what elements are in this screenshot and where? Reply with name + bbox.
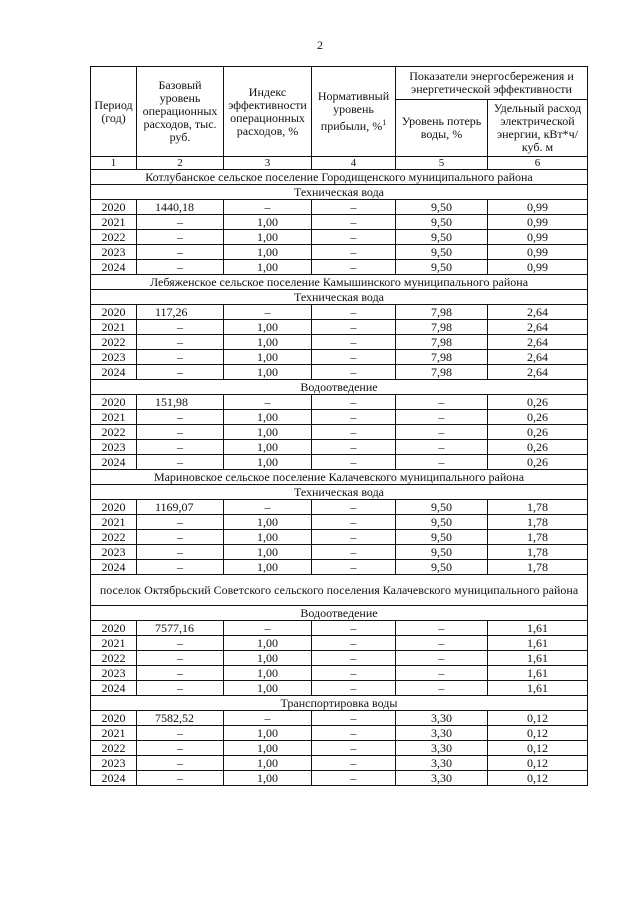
table-cell: 1,00 xyxy=(224,260,312,275)
settlement-name: поселок Октябрьский Советского сельского поселения Калачевского муниципального района xyxy=(91,575,588,606)
table-row xyxy=(91,636,588,651)
table-cell: 1,00 xyxy=(224,560,312,575)
table-cell: – xyxy=(224,500,312,515)
table-cell: 0,99 xyxy=(488,230,588,245)
table-cell: 1,00 xyxy=(224,215,312,230)
table-cell: – xyxy=(396,425,488,440)
table-cell: 1,00 xyxy=(224,410,312,425)
table-cell: – xyxy=(137,440,224,455)
table-row xyxy=(91,410,588,425)
table-cell: – xyxy=(137,741,224,756)
table-cell: – xyxy=(137,230,224,245)
table-cell: 0,12 xyxy=(488,711,588,726)
settlement-name: Лебяженское сельское поселение Камышинского муниципального района xyxy=(91,275,588,290)
table-cell: 2023 xyxy=(91,440,137,455)
table-cell: 151,98 xyxy=(137,395,224,410)
settlement-row xyxy=(91,575,588,606)
table-cell: – xyxy=(137,260,224,275)
table-cell: – xyxy=(137,515,224,530)
table-cell: – xyxy=(137,545,224,560)
table-cell: – xyxy=(137,455,224,470)
table-cell: 7577,16 xyxy=(137,621,224,636)
table-cell: 2,64 xyxy=(488,335,588,350)
table-row xyxy=(91,260,588,275)
table-cell: 2020 xyxy=(91,200,137,215)
table-row xyxy=(91,245,588,260)
table-cell: 1,61 xyxy=(488,621,588,636)
table-cell: – xyxy=(312,560,396,575)
table-cell: 2022 xyxy=(91,530,137,545)
table-cell: 0,99 xyxy=(488,260,588,275)
table-cell: 1,00 xyxy=(224,515,312,530)
table-cell: 117,26 xyxy=(137,305,224,320)
table-body xyxy=(91,67,588,786)
table-cell: – xyxy=(312,711,396,726)
service-type: Техническая вода xyxy=(91,485,588,500)
table-cell: 1,00 xyxy=(224,320,312,335)
header-row-1 xyxy=(91,67,588,100)
table-row xyxy=(91,350,588,365)
table-row xyxy=(91,651,588,666)
table-cell: – xyxy=(396,621,488,636)
table-row xyxy=(91,335,588,350)
table-cell: – xyxy=(312,500,396,515)
column-number: 2 xyxy=(137,157,224,170)
service-type: Техническая вода xyxy=(91,290,588,305)
service-type: Водоотведение xyxy=(91,606,588,621)
table-cell: – xyxy=(312,245,396,260)
table-cell: 0,99 xyxy=(488,215,588,230)
table-cell: 1,00 xyxy=(224,455,312,470)
table-cell: 2022 xyxy=(91,741,137,756)
table-cell: 2023 xyxy=(91,756,137,771)
table-cell: 2021 xyxy=(91,320,137,335)
table-cell: 2024 xyxy=(91,365,137,380)
table-cell: – xyxy=(224,200,312,215)
table-cell: 9,50 xyxy=(396,215,488,230)
table-cell: 2023 xyxy=(91,545,137,560)
table-cell: – xyxy=(137,530,224,545)
table-row xyxy=(91,726,588,741)
table-cell: 7,98 xyxy=(396,305,488,320)
table-cell: 1,00 xyxy=(224,335,312,350)
table-cell: 1,78 xyxy=(488,560,588,575)
table-cell: – xyxy=(137,651,224,666)
table-row xyxy=(91,230,588,245)
table-cell: 3,30 xyxy=(396,711,488,726)
table-cell: 1,00 xyxy=(224,666,312,681)
table-cell: 0,99 xyxy=(488,200,588,215)
table-cell: – xyxy=(137,681,224,696)
table-cell: 2020 xyxy=(91,395,137,410)
table-cell: – xyxy=(396,681,488,696)
table-cell: – xyxy=(224,621,312,636)
table-cell: – xyxy=(137,771,224,786)
service-row xyxy=(91,606,588,621)
table-cell: – xyxy=(224,711,312,726)
table-row xyxy=(91,215,588,230)
table-cell: – xyxy=(137,560,224,575)
table-cell: 2023 xyxy=(91,666,137,681)
table-cell: 2024 xyxy=(91,455,137,470)
table-cell: – xyxy=(396,410,488,425)
table-cell: 2024 xyxy=(91,771,137,786)
table-row xyxy=(91,515,588,530)
table-cell: 1,78 xyxy=(488,545,588,560)
table-cell: – xyxy=(312,771,396,786)
column-number: 4 xyxy=(312,157,396,170)
table-cell: – xyxy=(312,365,396,380)
table-cell: 7,98 xyxy=(396,365,488,380)
table-cell: 1,00 xyxy=(224,230,312,245)
table-cell: 1,61 xyxy=(488,681,588,696)
table-cell: 2022 xyxy=(91,230,137,245)
table-cell: 2020 xyxy=(91,621,137,636)
table-cell: – xyxy=(396,395,488,410)
table-cell: 9,50 xyxy=(396,230,488,245)
table-cell: 9,50 xyxy=(396,245,488,260)
table-row xyxy=(91,681,588,696)
tariff-indicators-table xyxy=(90,66,588,786)
table-cell: – xyxy=(137,666,224,681)
table-cell: – xyxy=(396,666,488,681)
table-cell: 0,26 xyxy=(488,455,588,470)
table-cell: 2,64 xyxy=(488,365,588,380)
table-row xyxy=(91,711,588,726)
table-cell: – xyxy=(312,515,396,530)
table-row xyxy=(91,320,588,335)
header-energy-group: Показатели энергосбережения и энергетической эффективности xyxy=(396,67,588,100)
table-cell: – xyxy=(137,335,224,350)
table-cell: 1,00 xyxy=(224,636,312,651)
table-cell: 2020 xyxy=(91,305,137,320)
table-cell: – xyxy=(312,305,396,320)
table-row xyxy=(91,560,588,575)
table-cell: – xyxy=(312,726,396,741)
settlement-name: Котлубанское сельское поселение Городищенского муниципального района xyxy=(91,170,588,185)
header-base-level: Базовый уровень операционных расходов, тыс. руб. xyxy=(137,67,224,157)
table-cell: – xyxy=(312,260,396,275)
table-row xyxy=(91,455,588,470)
column-number-row xyxy=(91,157,588,170)
header-power-consumption: Удельный расход электрической энергии, кВт*ч/куб. м xyxy=(488,100,588,157)
table-cell: 2023 xyxy=(91,350,137,365)
table-cell: – xyxy=(137,215,224,230)
table-cell: 1,00 xyxy=(224,425,312,440)
header-profit-level-text: Нормативный уровень прибыли, % xyxy=(317,89,390,133)
table-cell: 2021 xyxy=(91,726,137,741)
table-cell: 0,12 xyxy=(488,741,588,756)
table-cell: 1,61 xyxy=(488,666,588,681)
table-cell: 2022 xyxy=(91,651,137,666)
table-cell: – xyxy=(137,410,224,425)
table-cell: 1,61 xyxy=(488,636,588,651)
table-row xyxy=(91,395,588,410)
table-cell: 3,30 xyxy=(396,756,488,771)
column-number: 3 xyxy=(224,157,312,170)
table-cell: – xyxy=(312,320,396,335)
table-cell: – xyxy=(312,335,396,350)
table-cell: 3,30 xyxy=(396,741,488,756)
header-period: Период (год) xyxy=(91,67,137,157)
table-cell: 1,78 xyxy=(488,515,588,530)
table-cell: 1,00 xyxy=(224,365,312,380)
table-row xyxy=(91,545,588,560)
service-row xyxy=(91,485,588,500)
table-cell: – xyxy=(312,636,396,651)
table-cell: 2023 xyxy=(91,245,137,260)
table-cell: 1,00 xyxy=(224,245,312,260)
table-cell: 1,00 xyxy=(224,440,312,455)
table-cell: – xyxy=(312,425,396,440)
table-cell: 1440,18 xyxy=(137,200,224,215)
table-cell: – xyxy=(312,230,396,245)
table-cell: 1,00 xyxy=(224,545,312,560)
table-cell: 9,50 xyxy=(396,200,488,215)
table-cell: – xyxy=(312,200,396,215)
table-cell: – xyxy=(396,651,488,666)
table-cell: – xyxy=(312,350,396,365)
table-cell: 2021 xyxy=(91,515,137,530)
table-cell: 0,12 xyxy=(488,726,588,741)
table-cell: 9,50 xyxy=(396,500,488,515)
settlement-name: Мариновское сельское поселение Калачевского муниципального района xyxy=(91,470,588,485)
table-cell: – xyxy=(224,395,312,410)
table-cell: 1,00 xyxy=(224,726,312,741)
table-cell: 1,00 xyxy=(224,741,312,756)
table-cell: – xyxy=(137,320,224,335)
table-cell: – xyxy=(312,455,396,470)
header-profit-level xyxy=(312,67,396,157)
table-cell: 2021 xyxy=(91,215,137,230)
table-cell: – xyxy=(312,395,396,410)
table-cell: 0,26 xyxy=(488,425,588,440)
table-row xyxy=(91,500,588,515)
service-type: Водоотведение xyxy=(91,380,588,395)
column-number: 6 xyxy=(488,157,588,170)
table-cell: – xyxy=(137,425,224,440)
table-cell: – xyxy=(137,726,224,741)
table-cell: 9,50 xyxy=(396,260,488,275)
table-row xyxy=(91,741,588,756)
table-cell: 0,12 xyxy=(488,771,588,786)
table-row xyxy=(91,440,588,455)
table-cell: 2022 xyxy=(91,335,137,350)
table-cell: 2021 xyxy=(91,410,137,425)
table-row xyxy=(91,666,588,681)
header-water-loss: Уровень потерь воды, % xyxy=(396,100,488,157)
settlement-row xyxy=(91,275,588,290)
table-cell: 9,50 xyxy=(396,560,488,575)
table-cell: – xyxy=(312,215,396,230)
table-cell: 7,98 xyxy=(396,350,488,365)
table-cell: 0,12 xyxy=(488,756,588,771)
table-row xyxy=(91,425,588,440)
table-cell: 0,99 xyxy=(488,245,588,260)
table-cell: – xyxy=(312,410,396,425)
table-cell: 1,00 xyxy=(224,756,312,771)
table-cell: – xyxy=(137,350,224,365)
header-efficiency-index: Индекс эффективности операционных расходов, % xyxy=(224,67,312,157)
table-row xyxy=(91,365,588,380)
table-cell: – xyxy=(312,530,396,545)
table-cell: – xyxy=(312,440,396,455)
table-cell: 1,00 xyxy=(224,530,312,545)
table-row xyxy=(91,621,588,636)
table-cell: 1,00 xyxy=(224,771,312,786)
page-number: 2 xyxy=(317,38,323,52)
table-cell: – xyxy=(312,651,396,666)
table-row xyxy=(91,530,588,545)
table-cell: 7,98 xyxy=(396,335,488,350)
table-row xyxy=(91,771,588,786)
table-cell: 3,30 xyxy=(396,726,488,741)
table-cell: 1,00 xyxy=(224,651,312,666)
settlement-row xyxy=(91,470,588,485)
table-row xyxy=(91,756,588,771)
table-cell: 0,26 xyxy=(488,440,588,455)
table-cell: – xyxy=(224,305,312,320)
table-cell: 0,26 xyxy=(488,410,588,425)
table-cell: – xyxy=(396,440,488,455)
table-cell: 2020 xyxy=(91,500,137,515)
table-cell: 2021 xyxy=(91,636,137,651)
table-cell: 2,64 xyxy=(488,350,588,365)
table-cell: – xyxy=(312,621,396,636)
table-cell: 1,78 xyxy=(488,500,588,515)
table-cell: 2,64 xyxy=(488,305,588,320)
table-cell: – xyxy=(396,455,488,470)
settlement-row xyxy=(91,170,588,185)
table-cell: 1,61 xyxy=(488,651,588,666)
table-cell: – xyxy=(312,666,396,681)
table-cell: 2024 xyxy=(91,260,137,275)
service-row xyxy=(91,290,588,305)
table-cell: 3,30 xyxy=(396,771,488,786)
table-cell: 0,26 xyxy=(488,395,588,410)
service-type: Техническая вода xyxy=(91,185,588,200)
table-cell: – xyxy=(137,636,224,651)
footnote-marker: 1 xyxy=(382,118,387,127)
table-cell: 2020 xyxy=(91,711,137,726)
table-cell: – xyxy=(312,756,396,771)
table-cell: 9,50 xyxy=(396,515,488,530)
column-number: 5 xyxy=(396,157,488,170)
table-cell: 1,00 xyxy=(224,681,312,696)
column-number: 1 xyxy=(91,157,137,170)
table-cell: 1,78 xyxy=(488,530,588,545)
table-cell: – xyxy=(396,636,488,651)
table-cell: 2024 xyxy=(91,560,137,575)
service-type: Транспортировка воды xyxy=(91,696,588,711)
table-cell: – xyxy=(312,545,396,560)
table-cell: 1,00 xyxy=(224,350,312,365)
table-cell: 2022 xyxy=(91,425,137,440)
table-cell: 1169,07 xyxy=(137,500,224,515)
table-cell: – xyxy=(137,245,224,260)
table-cell: – xyxy=(137,756,224,771)
table-cell: – xyxy=(137,365,224,380)
service-row xyxy=(91,185,588,200)
table-cell: 9,50 xyxy=(396,545,488,560)
table-row xyxy=(91,200,588,215)
table-cell: – xyxy=(312,741,396,756)
service-row xyxy=(91,696,588,711)
service-row xyxy=(91,380,588,395)
table-cell: 9,50 xyxy=(396,530,488,545)
table-cell: – xyxy=(312,681,396,696)
table-cell: 7,98 xyxy=(396,320,488,335)
table-row xyxy=(91,305,588,320)
table-cell: 2024 xyxy=(91,681,137,696)
table-cell: 2,64 xyxy=(488,320,588,335)
table-cell: 7582,52 xyxy=(137,711,224,726)
